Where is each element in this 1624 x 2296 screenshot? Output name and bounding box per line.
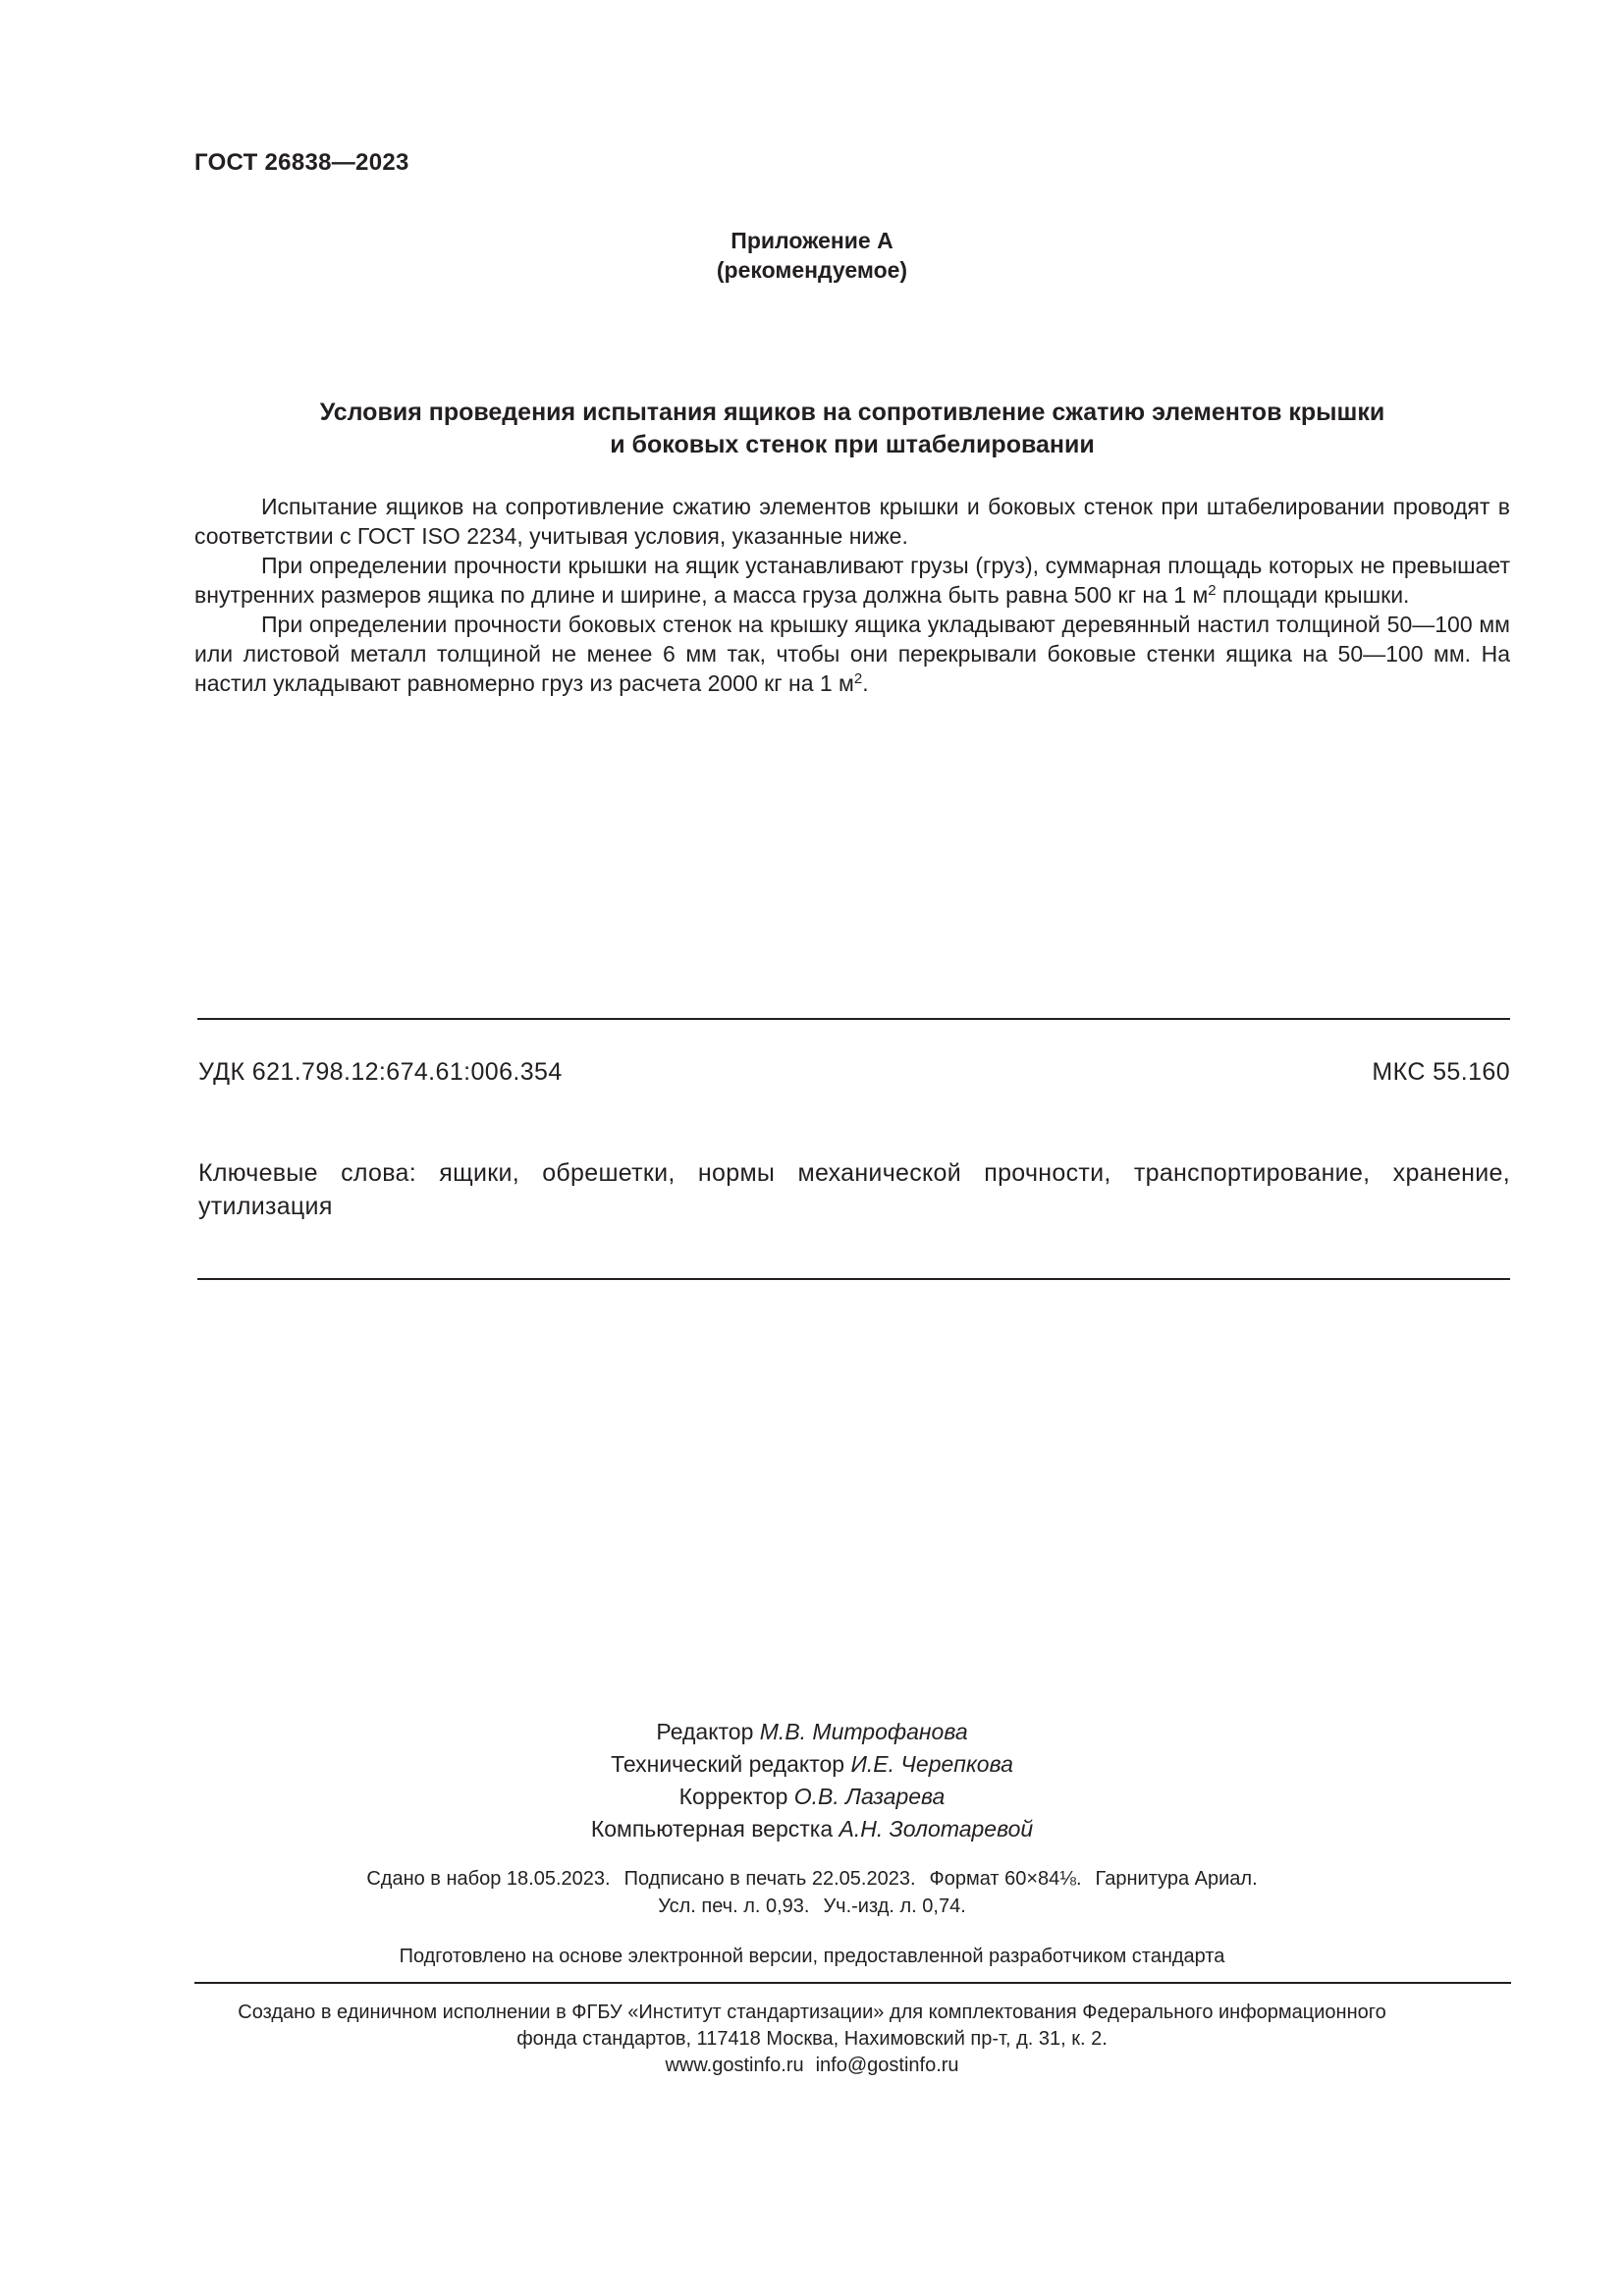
paragraph-3: [194, 610, 1510, 698]
imprint-format: Формат 60×84⅛.: [929, 1868, 1082, 1890]
staff-role: Редактор: [656, 1719, 760, 1744]
imprint-print-sheets: Усл. печ. л. 0,93.: [658, 1896, 810, 1917]
imprint-line-2: [0, 1893, 1624, 1920]
footer-divider: [194, 1982, 1511, 1984]
paragraph-2-superscript: 2: [1208, 582, 1217, 599]
document-code: ГОСТ 26838—2023: [194, 149, 409, 176]
paragraph-2: [194, 551, 1510, 610]
imprint-submitted: Сдано в набор 18.05.2023.: [366, 1868, 611, 1890]
publisher-line-1: Создано в единичном исполнении в ФГБУ «Институт стандартизации» для комплектования Федерального информационного: [238, 2002, 1386, 2023]
annex-status: (рекомендуемое): [716, 257, 908, 283]
staff-proofreader: [0, 1781, 1624, 1813]
annex-title-line-1: Условия проведения испытания ящиков на сопротивление сжатию элементов крышки: [319, 399, 1385, 426]
editorial-staff: [0, 1716, 1624, 1845]
bottom-divider: [197, 1278, 1510, 1280]
staff-editor: [0, 1716, 1624, 1748]
staff-technical-editor: [0, 1748, 1624, 1781]
publisher-line-2: фонда стандартов, 117418 Москва, Нахимовский пр-т, д. 31, к. 2.: [516, 2028, 1108, 2050]
imprint-line-1: [0, 1865, 1624, 1893]
staff-role: Компьютерная верстка: [590, 1816, 839, 1842]
staff-name: М.В. Митрофанова: [759, 1719, 968, 1744]
paragraph-3-tail: .: [862, 670, 869, 696]
prepared-note: Подготовлено на основе электронной версии, предоставленной разработчиком стандарта: [399, 1946, 1225, 1967]
top-divider: [197, 1018, 1510, 1020]
website-link[interactable]: www.gostinfo.ru: [665, 2055, 804, 2076]
annex-heading: [0, 226, 1624, 285]
staff-role: Корректор: [678, 1784, 794, 1809]
imprint-signed: Подписано в печать 22.05.2023.: [623, 1868, 916, 1890]
paragraph-2-tail: площади крышки.: [1216, 582, 1410, 608]
annex-title-line-2: и боковых стенок при штабелировании: [610, 431, 1095, 458]
staff-role: Технический редактор: [611, 1751, 851, 1777]
paragraph-3-superscript: 2: [853, 670, 863, 687]
staff-name: И.Е. Черепкова: [850, 1751, 1013, 1777]
annex-label: Приложение А: [731, 228, 893, 253]
print-imprint: [0, 1865, 1624, 1920]
imprint-pub-sheets: Уч.-изд. л. 0,74.: [823, 1896, 966, 1917]
annex-title: [194, 397, 1510, 461]
imprint-typeface: Гарнитура Ариал.: [1095, 1868, 1258, 1890]
paragraph-2-text: При определении прочности крышки на ящик устанавливают грузы (груз), суммарная площадь которых не превышает внутренних размеров ящика по длине и ширине, а масса груза должна быть равна 500 кг на 1 м: [194, 553, 1510, 608]
email-link[interactable]: info@gostinfo.ru: [815, 2055, 959, 2076]
annex-body: [194, 492, 1510, 698]
publisher-contacts: [0, 2053, 1624, 2079]
staff-name: О.В. Лазарева: [793, 1784, 946, 1809]
mks-code: МКС 55.160: [1372, 1058, 1510, 1086]
staff-name: А.Н. Золотаревой: [839, 1816, 1034, 1842]
publisher-info: [0, 2000, 1624, 2079]
keywords: Ключевые слова: ящики, обрешетки, нормы механической прочности, транспортирование, хранение, утилизация: [198, 1159, 1510, 1220]
staff-layout: [0, 1813, 1624, 1845]
udk-code: УДК 621.798.12:674.61:006.354: [198, 1058, 563, 1086]
paragraph-1: Испытание ящиков на сопротивление сжатию элементов крышки и боковых стенок при штабелировании проводят в соответствии с ГОСТ ISO 2234, учитывая условия, указанные ниже.: [194, 494, 1510, 549]
paragraph-3-text: При определении прочности боковых стенок на крышку ящика укладывают деревянный настил толщиной 50—100 мм или листовой металл толщиной не менее 6 мм так, чтобы они перекрывали боковые стенки ящика на 50—100 мм. На настил укладывают равномерно груз из расчета 2000 кг на 1 м: [194, 612, 1510, 696]
